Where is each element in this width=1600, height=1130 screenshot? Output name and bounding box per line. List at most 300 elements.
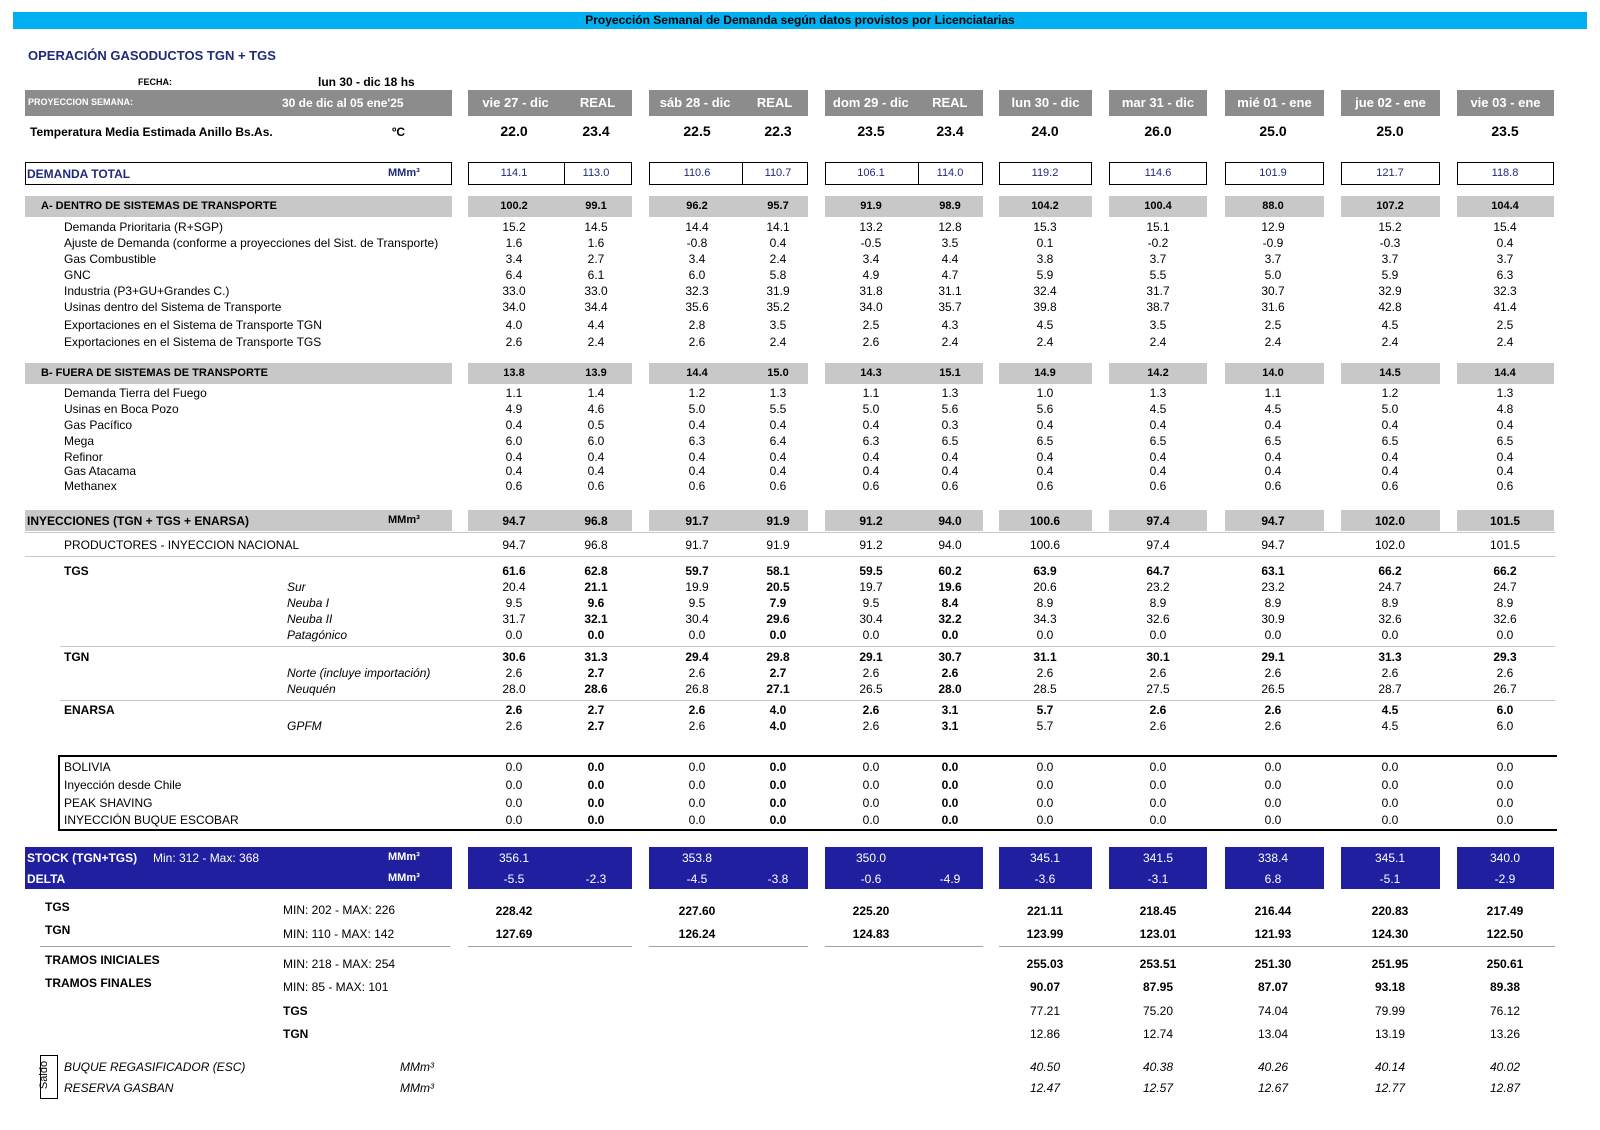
value-cell: 30.7 <box>938 650 962 664</box>
demand-row-label: Mega <box>64 434 95 448</box>
value-cell: 6.0 <box>688 268 706 282</box>
value-cell: 5.7 <box>1036 719 1054 733</box>
value-cell: 0.0 <box>941 778 959 792</box>
column-header <box>649 90 808 116</box>
value-cell: 2.6 <box>688 703 706 717</box>
value-cell: 0.4 <box>1264 464 1282 478</box>
delta-unit: MMm³ <box>388 872 420 884</box>
value-cell: 4.0 <box>505 318 523 332</box>
value-cell: 33.0 <box>502 284 526 298</box>
value-cell: 2.6 <box>1496 666 1514 680</box>
value-cell: 228.42 <box>495 904 533 918</box>
section-b-label: B- FUERA DE SISTEMAS DE TRANSPORTE <box>41 367 268 379</box>
value-cell: -0.2 <box>1147 236 1169 250</box>
value-cell: -4.5 <box>686 872 708 886</box>
value-cell: 0.0 <box>1036 778 1054 792</box>
value-cell: 2.6 <box>1149 666 1167 680</box>
value-cell: 4.5 <box>1381 719 1399 733</box>
value-cell: 6.0 <box>1496 719 1514 733</box>
value-cell: 28.0 <box>502 682 526 696</box>
value-cell: 15.4 <box>1493 220 1517 234</box>
value-cell: 2.4 <box>1381 335 1399 349</box>
value-cell: 29.8 <box>766 650 790 664</box>
value-cell: 31.8 <box>859 284 883 298</box>
value-cell: 32.6 <box>1146 612 1170 626</box>
value-cell: 62.8 <box>584 564 608 578</box>
value-cell: 14.0 <box>1262 367 1284 379</box>
value-cell: 25.0 <box>1259 123 1287 139</box>
value-cell: 100.2 <box>500 200 528 212</box>
value-cell: 0.4 <box>769 418 787 432</box>
value-cell: 227.60 <box>678 904 716 918</box>
value-cell: 338.4 <box>1257 851 1289 865</box>
value-cell: 64.7 <box>1146 564 1170 578</box>
value-cell: 13.04 <box>1257 1027 1289 1041</box>
tgs-label: TGS <box>64 564 89 578</box>
value-cell: 2.7 <box>587 703 605 717</box>
demand-row-label: Usinas dentro del Sistema de Transporte <box>64 300 282 314</box>
value-cell: 5.0 <box>1264 268 1282 282</box>
value-cell: 20.5 <box>766 580 790 594</box>
value-cell: 0.0 <box>688 760 706 774</box>
value-cell: 0.0 <box>1381 813 1399 827</box>
value-cell: 0.6 <box>1149 479 1167 493</box>
value-cell: 0.4 <box>1381 464 1399 478</box>
value-cell: 12.77 <box>1374 1081 1406 1095</box>
value-cell: 1.3 <box>941 386 959 400</box>
value-cell: 4.8 <box>1496 402 1514 416</box>
value-cell: 38.7 <box>1146 300 1170 314</box>
value-cell: 6.8 <box>1264 872 1282 886</box>
value-cell: 110.7 <box>764 167 792 179</box>
value-cell: 101.5 <box>1489 538 1521 552</box>
value-cell: 59.5 <box>859 564 883 578</box>
value-cell: 6.5 <box>1496 434 1514 448</box>
value-cell: 1.2 <box>688 386 706 400</box>
value-cell: 28.7 <box>1378 682 1402 696</box>
value-cell: 2.6 <box>1264 666 1282 680</box>
value-cell: 23.5 <box>857 123 885 139</box>
value-cell: 6.0 <box>587 434 605 448</box>
value-cell: 0.0 <box>505 778 523 792</box>
value-cell: 114.6 <box>1144 167 1172 179</box>
value-cell: 0.0 <box>587 778 605 792</box>
value-cell: 0.0 <box>587 813 605 827</box>
value-cell: 127.69 <box>495 927 533 941</box>
value-cell: 3.4 <box>505 252 523 266</box>
value-cell: 0.0 <box>1036 813 1054 827</box>
value-cell: 0.0 <box>587 796 605 810</box>
value-cell: 218.45 <box>1139 904 1177 918</box>
value-cell: 2.6 <box>1149 719 1167 733</box>
value-cell: 0.0 <box>688 628 706 642</box>
value-cell: 6.5 <box>1264 434 1282 448</box>
value-cell: 99.1 <box>585 200 607 212</box>
value-cell: -3.6 <box>1034 872 1056 886</box>
value-cell: 29.4 <box>685 650 709 664</box>
value-cell: 24.7 <box>1493 580 1517 594</box>
value-cell: 5.9 <box>1036 268 1054 282</box>
value-cell: 0.1 <box>1036 236 1054 250</box>
value-cell: 6.5 <box>1149 434 1167 448</box>
value-cell: 1.2 <box>1381 386 1399 400</box>
demand-row-label: Refinor <box>64 450 103 464</box>
value-cell: 12.9 <box>1261 220 1285 234</box>
divider <box>468 946 632 947</box>
value-cell: 0.0 <box>688 796 706 810</box>
divider <box>60 646 1555 647</box>
value-cell: 1.3 <box>1149 386 1167 400</box>
value-cell: 8.9 <box>1264 596 1282 610</box>
temp-label: Temperatura Media Estimada Anillo Bs.As. <box>30 125 273 139</box>
value-cell: 75.20 <box>1142 1004 1174 1018</box>
value-cell: 5.9 <box>1381 268 1399 282</box>
value-cell: 4.4 <box>587 318 605 332</box>
value-cell: 2.4 <box>769 335 787 349</box>
page-title: OPERACIÓN GASODUCTOS TGN + TGS <box>28 48 276 63</box>
value-cell: 66.2 <box>1378 564 1402 578</box>
value-cell: 251.30 <box>1254 957 1292 971</box>
value-cell: 91.9 <box>766 538 790 552</box>
value-cell: 0.0 <box>1496 628 1514 642</box>
value-cell: 14.9 <box>1034 367 1056 379</box>
value-cell: 42.8 <box>1378 300 1402 314</box>
value-cell: 40.02 <box>1489 1060 1521 1074</box>
value-cell: 124.30 <box>1371 927 1409 941</box>
value-cell: 2.6 <box>505 666 523 680</box>
value-cell: 14.4 <box>686 367 708 379</box>
value-cell: 4.3 <box>941 318 959 332</box>
value-cell: 2.5 <box>1496 318 1514 332</box>
value-cell: -0.8 <box>686 236 708 250</box>
value-cell: 0.6 <box>587 479 605 493</box>
value-cell: 35.2 <box>766 300 790 314</box>
value-cell: 14.5 <box>1379 367 1401 379</box>
value-cell: 1.0 <box>1036 386 1054 400</box>
saldo-label: Saldo <box>38 1060 51 1090</box>
value-cell: 2.6 <box>688 335 706 349</box>
value-cell: 14.2 <box>1147 367 1169 379</box>
value-cell: 0.6 <box>1381 479 1399 493</box>
value-cell: 0.6 <box>1264 479 1282 493</box>
injection-row-label: BOLIVIA <box>64 760 111 774</box>
value-cell: 34.0 <box>859 300 883 314</box>
value-cell: 0.4 <box>505 464 523 478</box>
value-cell: 31.9 <box>766 284 790 298</box>
value-cell: 0.0 <box>1496 778 1514 792</box>
value-cell: 0.0 <box>769 760 787 774</box>
value-cell: 21.1 <box>584 580 608 594</box>
value-cell: 31.1 <box>1033 650 1057 664</box>
value-cell: 0.4 <box>587 450 605 464</box>
value-cell: 27.5 <box>1146 682 1170 696</box>
value-cell: 91.7 <box>685 514 709 528</box>
column-day: jue 02 - ene <box>1355 95 1426 110</box>
gasban-label: RESERVA GASBAN <box>64 1081 174 1095</box>
value-cell: 2.4 <box>1264 335 1282 349</box>
divider <box>25 556 1555 557</box>
value-cell: 15.2 <box>1378 220 1402 234</box>
value-cell: 0.6 <box>769 479 787 493</box>
value-cell: 101.5 <box>1489 514 1521 528</box>
value-cell: 253.51 <box>1139 957 1177 971</box>
value-cell: 30.7 <box>1261 284 1285 298</box>
value-cell: 0.4 <box>1496 418 1514 432</box>
column-header <box>1109 90 1207 116</box>
value-cell: 97.4 <box>1146 538 1170 552</box>
value-cell: 0.0 <box>1036 760 1054 774</box>
value-cell: 29.1 <box>1261 650 1285 664</box>
value-cell: 3.5 <box>941 236 959 250</box>
value-cell: 2.7 <box>587 252 605 266</box>
value-cell: 35.7 <box>938 300 962 314</box>
value-cell: 2.4 <box>1036 335 1054 349</box>
value-cell: 0.4 <box>769 236 787 250</box>
value-cell: 216.44 <box>1254 904 1292 918</box>
value-cell: 2.4 <box>769 252 787 266</box>
value-cell: 4.0 <box>769 703 787 717</box>
value-cell: 2.6 <box>505 719 523 733</box>
value-cell: 0.0 <box>587 628 605 642</box>
value-cell: 5.6 <box>1036 402 1054 416</box>
value-cell: 0.0 <box>505 760 523 774</box>
value-cell: 90.07 <box>1029 980 1061 994</box>
tgn-subrow-label: Norte (incluye importación) <box>287 666 431 680</box>
value-cell: 32.6 <box>1493 612 1517 626</box>
value-cell: 34.4 <box>584 300 608 314</box>
value-cell: 0.0 <box>1036 796 1054 810</box>
value-cell: 6.4 <box>505 268 523 282</box>
value-cell: 2.6 <box>688 666 706 680</box>
column-day: mar 31 - dic <box>1121 95 1195 110</box>
value-cell: 97.4 <box>1146 514 1170 528</box>
demand-row-label: GNC <box>64 268 91 282</box>
value-cell: 94.7 <box>1261 538 1285 552</box>
value-cell: 4.6 <box>587 402 605 416</box>
value-cell: 1.6 <box>587 236 605 250</box>
value-cell: 22.3 <box>764 123 792 139</box>
value-cell: 2.6 <box>1149 703 1167 717</box>
value-cell: 3.7 <box>1264 252 1282 266</box>
value-cell: 4.9 <box>862 268 880 282</box>
divider <box>60 700 1555 701</box>
value-cell: 87.95 <box>1142 980 1174 994</box>
stock-tgn-label: TGN <box>45 923 71 937</box>
demand-row-label: Exportaciones en el Sistema de Transporte TGS <box>64 335 322 349</box>
value-cell: 15.1 <box>1146 220 1170 234</box>
value-cell: 353.8 <box>681 851 713 865</box>
value-cell: 0.0 <box>1264 628 1282 642</box>
stock-label: STOCK (TGN+TGS) <box>27 851 138 865</box>
injection-row-label: INYECCIÓN BUQUE ESCOBAR <box>64 813 239 827</box>
value-cell: 0.0 <box>1381 628 1399 642</box>
value-cell: 22.5 <box>683 123 711 139</box>
value-cell: 7.9 <box>769 596 787 610</box>
value-cell: 26.8 <box>685 682 709 696</box>
tramos-finales-label: TRAMOS FINALES <box>45 976 152 990</box>
value-cell: 0.0 <box>1381 778 1399 792</box>
value-cell: 6.3 <box>862 434 880 448</box>
value-cell: 40.26 <box>1257 1060 1289 1074</box>
value-cell: 91.2 <box>859 538 883 552</box>
value-cell: 26.7 <box>1493 682 1517 696</box>
value-cell: 0.4 <box>688 450 706 464</box>
value-cell: 221.11 <box>1026 904 1064 918</box>
value-cell: 345.1 <box>1029 851 1061 865</box>
demand-row-label: Demanda Prioritaria (R+SGP) <box>64 220 224 234</box>
column-header <box>1341 90 1440 116</box>
value-cell: 89.38 <box>1489 980 1521 994</box>
value-cell: 29.3 <box>1493 650 1517 664</box>
value-cell: 6.5 <box>1381 434 1399 448</box>
value-cell: 13.9 <box>585 367 607 379</box>
value-cell: 217.49 <box>1486 904 1524 918</box>
column-header <box>1225 90 1324 116</box>
value-cell: 114.0 <box>936 167 964 179</box>
value-cell: 0.4 <box>1036 450 1054 464</box>
column-header <box>468 90 632 116</box>
value-cell: 3.1 <box>941 719 959 733</box>
value-cell: 0.4 <box>769 464 787 478</box>
value-cell: -0.5 <box>860 236 882 250</box>
value-cell: 96.8 <box>584 514 608 528</box>
column-real: REAL <box>756 95 793 110</box>
value-cell: 8.9 <box>1381 596 1399 610</box>
demand-row-label: Methanex <box>64 479 117 493</box>
value-cell: 34.3 <box>1033 612 1057 626</box>
value-cell: 2.6 <box>688 719 706 733</box>
value-cell: 0.6 <box>1036 479 1054 493</box>
fecha-value: lun 30 - dic 18 hs <box>318 75 415 89</box>
value-cell: 0.0 <box>1264 796 1282 810</box>
value-cell: 1.6 <box>505 236 523 250</box>
demand-row-label: Demanda Tierra del Fuego <box>64 386 207 400</box>
stock-tgn-range: MIN: 110 - MAX: 142 <box>283 927 395 941</box>
value-cell: 14.5 <box>584 220 608 234</box>
divider <box>825 946 983 947</box>
value-cell: 2.6 <box>1264 719 1282 733</box>
value-cell: 102.0 <box>1374 538 1406 552</box>
tgs-subrow-label: Neuba II <box>287 612 333 626</box>
value-cell: 0.4 <box>688 418 706 432</box>
column-real: REAL <box>932 95 968 110</box>
value-cell: 2.6 <box>1036 666 1054 680</box>
value-cell: 13.8 <box>503 367 525 379</box>
tramos-tgn-label: TGN <box>283 1027 309 1041</box>
value-cell: 66.2 <box>1493 564 1517 578</box>
value-cell: -5.1 <box>1379 872 1401 886</box>
value-cell: 3.1 <box>941 703 959 717</box>
value-cell: 32.9 <box>1378 284 1402 298</box>
value-cell: 0.0 <box>505 628 523 642</box>
value-cell: 13.2 <box>859 220 883 234</box>
value-cell: 2.7 <box>587 719 605 733</box>
value-cell: 123.01 <box>1139 927 1177 941</box>
value-cell: 63.1 <box>1261 564 1285 578</box>
buque-unit: MMm³ <box>400 1060 434 1074</box>
demand-row-label: Exportaciones en el Sistema de Transporte TGN <box>64 318 322 332</box>
value-cell: 0.0 <box>862 813 880 827</box>
value-cell: 0.4 <box>587 464 605 478</box>
value-cell: 14.4 <box>685 220 709 234</box>
value-cell: 3.8 <box>1036 252 1054 266</box>
value-cell: 0.0 <box>1264 778 1282 792</box>
value-cell: 96.2 <box>686 200 708 212</box>
value-cell: 250.61 <box>1486 957 1524 971</box>
value-cell: 0.0 <box>1036 628 1054 642</box>
value-cell: 0.4 <box>1381 418 1399 432</box>
value-cell: 88.0 <box>1262 200 1284 212</box>
enarsa-label: ENARSA <box>64 703 115 717</box>
value-cell: 59.7 <box>685 564 709 578</box>
tgs-subrow-label: Patagónico <box>287 628 348 642</box>
value-cell: 0.0 <box>941 628 959 642</box>
value-cell: 95.7 <box>767 200 789 212</box>
value-cell: 0.0 <box>1149 778 1167 792</box>
value-cell: 0.0 <box>1496 760 1514 774</box>
tgn-subrow-label: Neuquén <box>287 682 336 696</box>
value-cell: 225.20 <box>852 904 890 918</box>
value-cell: 32.3 <box>685 284 709 298</box>
injection-row-label: Inyección desde Chile <box>64 778 182 792</box>
value-cell: 19.7 <box>859 580 883 594</box>
value-cell: 61.6 <box>502 564 526 578</box>
value-cell: 2.6 <box>941 666 959 680</box>
value-cell: 14.1 <box>766 220 790 234</box>
value-cell: 3.4 <box>688 252 706 266</box>
value-cell: 5.7 <box>1036 703 1054 717</box>
value-cell: -2.9 <box>1494 872 1516 886</box>
column-day: sáb 28 - dic <box>659 95 731 110</box>
value-cell: 1.4 <box>587 386 605 400</box>
value-cell: 2.6 <box>862 703 880 717</box>
value-cell: -0.3 <box>1379 236 1401 250</box>
value-cell: 9.5 <box>688 596 706 610</box>
column-day: vie 27 - dic <box>482 95 549 110</box>
tramos-iniciales-label: TRAMOS INICIALES <box>45 953 160 967</box>
demanda-total-label: DEMANDA TOTAL <box>27 167 131 181</box>
stock-tgs-range: MIN: 202 - MAX: 226 <box>283 903 396 917</box>
value-cell: 101.9 <box>1259 167 1287 179</box>
value-cell: 22.0 <box>500 123 528 139</box>
value-cell: 31.3 <box>1378 650 1402 664</box>
value-cell: 0.4 <box>1264 450 1282 464</box>
value-cell: 26.5 <box>859 682 883 696</box>
demand-row-label: Usinas en Boca Pozo <box>64 402 179 416</box>
value-cell: 220.83 <box>1371 904 1409 918</box>
value-cell: 91.7 <box>685 538 709 552</box>
value-cell: 91.2 <box>859 514 883 528</box>
divider <box>40 946 450 947</box>
value-cell: 8.4 <box>941 596 959 610</box>
value-cell: 15.1 <box>939 367 961 379</box>
temp-unit: ºC <box>392 125 406 139</box>
value-cell: 0.0 <box>862 628 880 642</box>
value-cell: 122.50 <box>1486 927 1524 941</box>
value-cell: 0.0 <box>1496 796 1514 810</box>
value-cell: -2.3 <box>585 872 607 886</box>
value-cell: 107.2 <box>1376 200 1404 212</box>
value-cell: 28.6 <box>584 682 608 696</box>
value-cell: 23.5 <box>1491 123 1519 139</box>
value-cell: 94.7 <box>1261 514 1285 528</box>
value-cell: 2.4 <box>1149 335 1167 349</box>
value-cell: 39.8 <box>1033 300 1057 314</box>
value-cell: 0.5 <box>587 418 605 432</box>
value-cell: 6.4 <box>769 434 787 448</box>
inyecciones-label: INYECCIONES (TGN + TGS + ENARSA) <box>27 514 250 528</box>
value-cell: 27.1 <box>766 682 790 696</box>
